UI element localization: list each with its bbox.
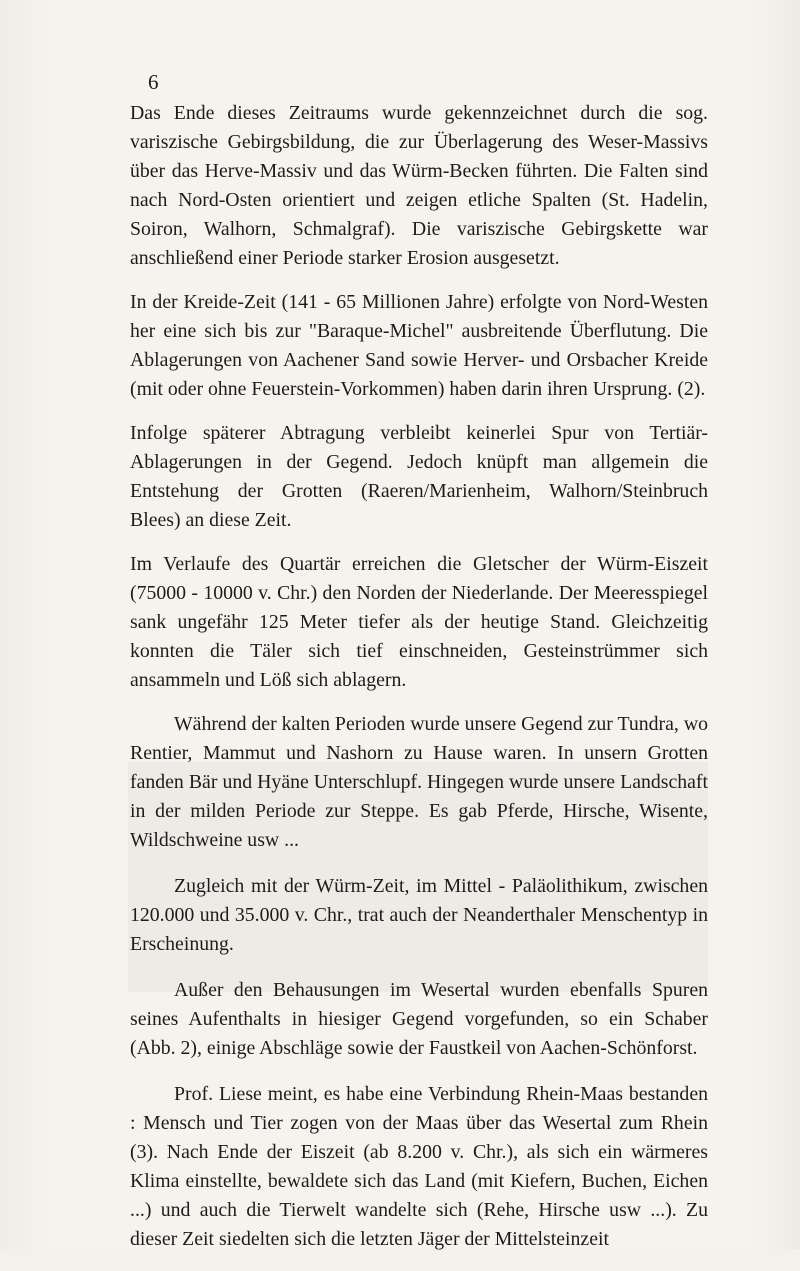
paragraph-variscan-orogeny: Das Ende dieses Zeitraums wurde gekennzeichnet durch die sog. variszische Gebirgsbildung, die zur Überlagerung des Weser-Massivs über das Herve-Massiv und das Würm-Becken führten. Die Falten sind nach Nord-Osten orientiert und zeigen etliche Spalten (St. Hadelin, Soiron, Walhorn, Schmalgraf). Die variszische Gebirgskette war anschließend einer Periode starker Erosion ausgesetzt. [130,102,708,269]
page-number: 6 [148,70,159,94]
paragraph-cretaceous: In der Kreide-Zeit (141 - 65 Millionen Jahre) erfolgte von Nord-Westen her eine sich bis zur "Baraque-Michel" ausbreitende Überflutung. Die Ablagerungen von Aachener Sand sowie Herver- und Orsbacher Kreide (mit oder ohne Feuerstein-Vorkommen) haben darin ihren Ursprung. (2). [130,291,708,400]
paragraph-neanderthal: Zugleich mit der Würm-Zeit, im Mittel - Paläolithikum, zwischen 120.000 und 35.000 v. Chr., trat auch der Neanderthaler Menschentyp in Erscheinung. [130,875,708,955]
paragraph-findings: Außer den Behausungen im Wesertal wurden ebenfalls Spuren seines Aufenthalts in hiesiger Gegend vorgefunden, so ein Schaber (Abb. 2), einige Abschläge sowie der Faustkeil von Aachen-Schönforst. [130,979,708,1059]
paragraph-rhine-meuse: Prof. Liese meint, es habe eine Verbindung Rhein-Maas bestanden : Mensch und Tier zogen von der Maas über das Wesertal zum Rhein (3). Nach Ende der Eiszeit (ab 8.200 v. Chr.), als sich ein wärmeres Klima einstellte, bewaldete sich das Land (mit Kiefern, Buchen, Eichen ...) und auch die Tierwelt wandelte sich (Rehe, Hirsche usw ...). Zu dieser Zeit siedelten sich die letzten Jäger der Mittelsteinzeit [130,1083,708,1250]
paragraph-quaternary: Im Verlaufe des Quartär erreichen die Gletscher der Würm-Eiszeit (75000 - 10000 v. Chr.) den Norden der Niederlande. Der Meeresspiegel sank ungefähr 125 Meter tiefer als der heutige Stand. Gleichzeitig konnten die Täler sich tief einschneiden, Gesteinstrümmer sich ansammeln und Löß sich ablagern. [130,553,708,691]
body-text [130,99,708,1271]
paragraph-tertiary: Infolge späterer Abtragung verbleibt keinerlei Spur von Tertiär-Ablagerungen in der Gegend. Jedoch knüpft man allgemein die Entstehung der Grotten (Raeren/Marienheim, Walhorn/Steinbruch Blees) an diese Zeit. [130,422,708,531]
paragraph-cold-periods: Während der kalten Perioden wurde unsere Gegend zur Tundra, wo Rentier, Mammut und Nashorn zu Hause waren. In unsern Grotten fanden Bär und Hyäne Unterschlupf. Hingegen wurde unsere Landschaft in der milden Periode zur Steppe. Es gab Pferde, Hirsche, Wisente, Wildschweine usw ... [130,713,708,851]
